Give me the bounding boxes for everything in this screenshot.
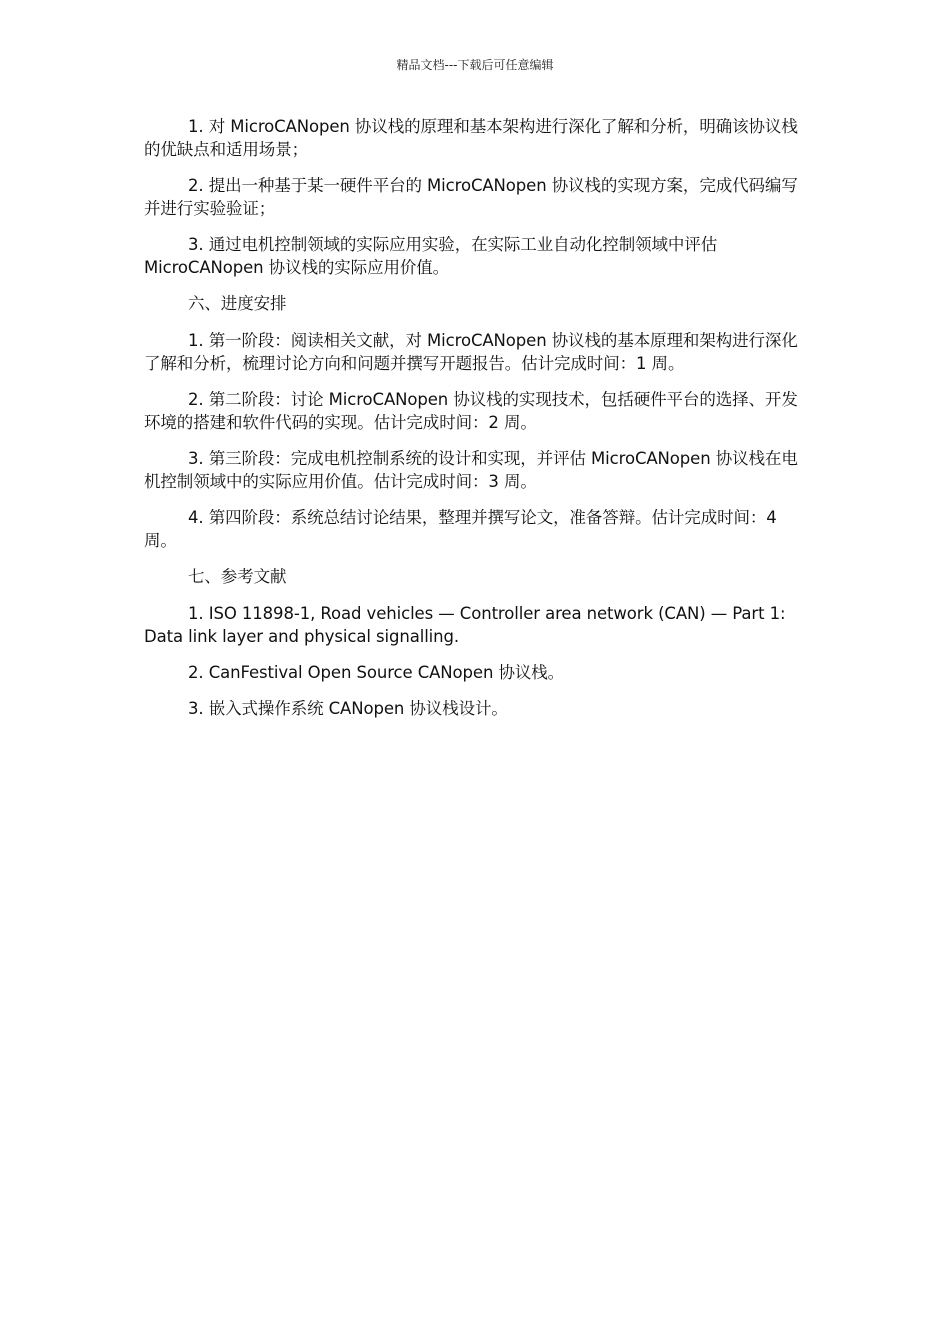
schedule-item-2: 2. 第二阶段：讨论 MicroCANopen 协议栈的实现技术，包括硬件平台的选择、开发环境的搭建和软件代码的实现。估计完成时间：2 周。	[144, 390, 798, 432]
reference-item-1: 1. ISO 11898-1, Road vehicles — Controller area network (CAN) — Part 1: Data link layer and physical signalling.	[144, 604, 786, 646]
reference-item-3: 3. 嵌入式操作系统 CANopen 协议栈设计。	[188, 699, 508, 718]
objective-item-1: 1. 对 MicroCANopen 协议栈的原理和基本架构进行深化了解和分析，明确该协议栈的优缺点和适用场景；	[144, 117, 798, 159]
objective-item-3: 3. 通过电机控制领域的实际应用实验，在实际工业自动化控制领域中评估 MicroCANopen 协议栈的实际应用价值。	[144, 235, 718, 277]
objective-item-2: 2. 提出一种基于某一硬件平台的 MicroCANopen 协议栈的实现方案，完成代码编写并进行实验验证；	[144, 176, 798, 218]
schedule-item-3: 3. 第三阶段：完成电机控制系统的设计和实现，并评估 MicroCANopen 协议栈在电机控制领域中的实际应用价值。估计完成时间：3 周。	[144, 449, 798, 491]
document-body	[144, 115, 806, 733]
schedule-item-1: 1. 第一阶段：阅读相关文献，对 MicroCANopen 协议栈的基本原理和架构进行深化了解和分析，梳理讨论方向和问题并撰写开题报告。估计完成时间：1 周。	[144, 331, 798, 373]
page-header: 精品文档---下载后可任意编辑	[396, 58, 554, 72]
reference-item-2: 2. CanFestival Open Source CANopen 协议栈。	[188, 663, 565, 682]
schedule-item-4: 4. 第四阶段：系统总结讨论结果，整理并撰写论文，准备答辩。估计完成时间：4 周。	[144, 508, 777, 550]
section-heading-schedule: 六、进度安排	[188, 294, 287, 313]
section-heading-references: 七、参考文献	[188, 567, 287, 586]
